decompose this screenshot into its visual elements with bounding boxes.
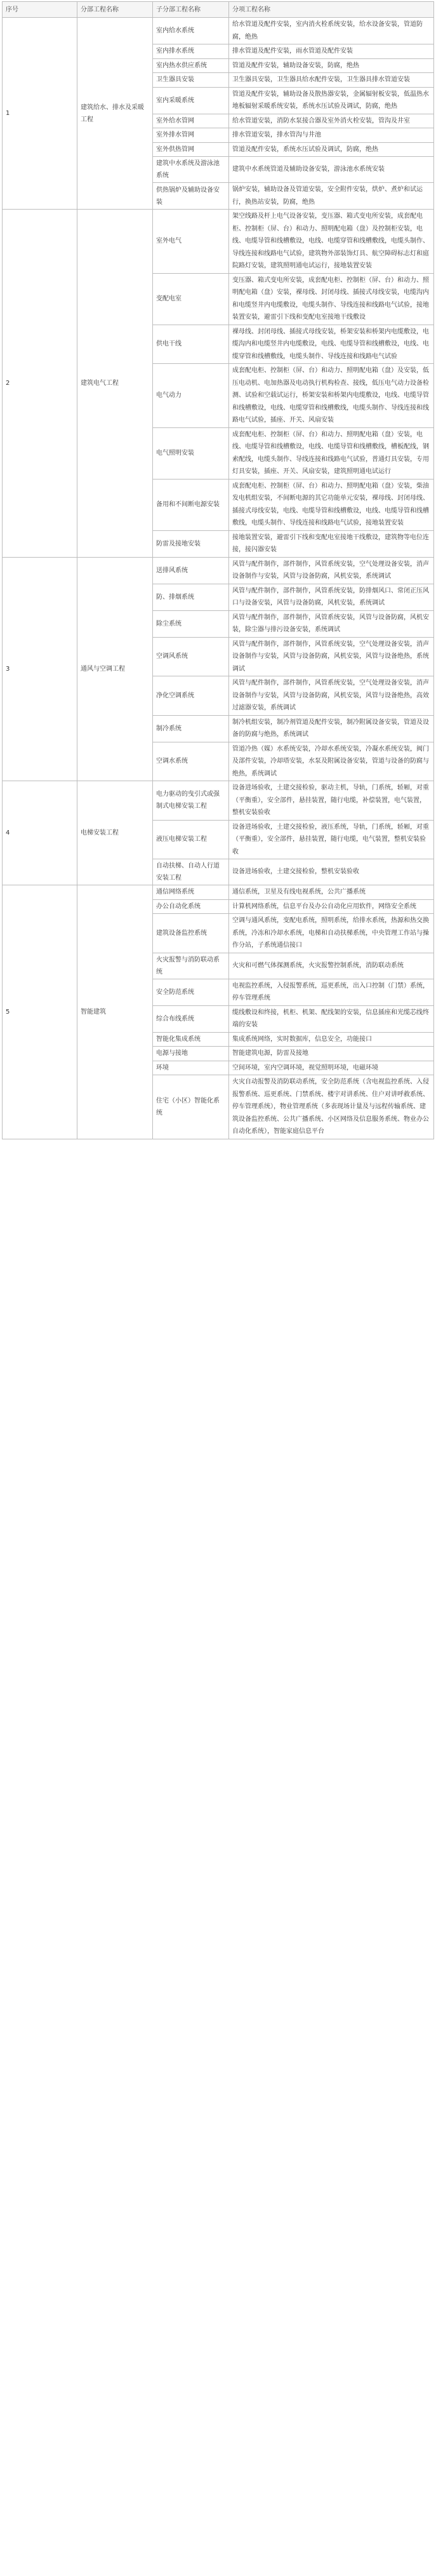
table-row xyxy=(3,18,434,44)
item-list: 成套配电柜、控制柜（屏、台）和动力、照明配电箱（盘）安装，柴油发电机组安装，不间断电源的其它功能单元安装，裸母线、封闭母线、插接式母线安装，电线、电缆导管和线槽敷设，电线、电缆导管和线槽敷线，电缆头制作、导线连接和线路电气试验，接地装置安装 xyxy=(229,479,434,530)
subdivision-name: 室内给水系统 xyxy=(153,18,229,44)
item-list: 排水管道及配件安装，雨水管道及配件安装 xyxy=(229,44,434,59)
item-list: 计算机网络系统，信息平台及办公自动化应用软件，网络安全系统 xyxy=(229,899,434,914)
subdivision-name: 自动扶梯、自动人行道安装工程 xyxy=(153,859,229,885)
subdivision-name: 液压电梯安装工程 xyxy=(153,820,229,859)
subdivision-name: 环境 xyxy=(153,1061,229,1075)
item-list: 设备进场验收，土建交接检验，整机安装验收 xyxy=(229,859,434,885)
table-row xyxy=(3,210,434,274)
subdivision-name: 办公自动化系统 xyxy=(153,899,229,914)
subdivision-name: 建筑中水系统及游泳池系统 xyxy=(153,157,229,183)
subdivision-name: 供电干线 xyxy=(153,325,229,364)
subdivision-name: 防雷及接地安装 xyxy=(153,530,229,557)
subdivision-name: 室外电气 xyxy=(153,210,229,274)
item-list: 缆线敷设和终接，机柜、机架、配线架的安装，信息插座和光缆芯线终端的安装 xyxy=(229,1005,434,1032)
item-list: 电视监控系统，入侵报警系统，巡更系统，出入口控制（门禁）系统，停车管理系统 xyxy=(229,979,434,1005)
header-items: 分项工程名称 xyxy=(229,2,434,18)
division-name: 智能建筑 xyxy=(77,885,153,1139)
subdivision-name: 电气动力 xyxy=(153,364,229,428)
header-subdivision: 子分部工程名称 xyxy=(153,2,229,18)
item-list: 风管与配件制作，部件制作，风管系统安装，空气处理设备安装，消声设备制作与安装，风管与设备防腐，风机安装，系统调试 xyxy=(229,557,434,584)
item-list: 设备进场验收，土建交接检验，驱动主机，导轨，门系统，轿厢，对重（平衡重），安全部件，悬挂装置，随行电缆，补偿装置，电气装置，整机安装验收 xyxy=(229,781,434,821)
subdivision-name: 室外排水管网 xyxy=(153,128,229,143)
item-list: 火灾自动报警及消防联动系统，安全防范系统（含电视监控系统、入侵报警系统、巡更系统、门禁系统、楼宇对讲系统、住户对讲呼救系统、停车管理系统），物业管理系统（多表现场计量及与远程传输系统、建筑设备监控系统、公共广播系统、小区网络及信息服务系统、物业办公自动化系统），智能家庭信息平台 xyxy=(229,1075,434,1139)
item-list: 风管与配件制作，部件制作，风管系统安装，防排烟风口、常闭正压风口与设备安装，风管与设备防腐，风机安装，系统调试 xyxy=(229,584,434,610)
subdivision-name: 备用和不间断电源安装 xyxy=(153,479,229,530)
item-list: 给水管道安装，消防水泵接合器及室外消火栓安装，管沟及井室 xyxy=(229,114,434,128)
section-number: 3 xyxy=(3,557,77,781)
item-list: 管道及配件安装，辅助设备安装，防腐，绝热 xyxy=(229,58,434,73)
header-row xyxy=(3,2,434,18)
subdivision-name: 通信网络系统 xyxy=(153,885,229,900)
item-list: 建筑中水系统管道及辅助设备安装，游泳池水系统安装 xyxy=(229,157,434,183)
document xyxy=(0,0,436,1139)
subdivision-name: 室内排水系统 xyxy=(153,44,229,59)
division-name: 建筑电气工程 xyxy=(77,210,153,558)
subdivision-name: 安全防范系统 xyxy=(153,979,229,1005)
item-list: 管道及配件安装，辅助设备及散热器安装，金属辐射板安装，低温热水地板辐射采暖系统安装，系统水压试验及调试，防腐，绝热 xyxy=(229,87,434,114)
subdivision-name: 供热锅炉及辅助设备安装 xyxy=(153,183,229,210)
subdivision-name: 变配电室 xyxy=(153,273,229,325)
item-list: 通信系统，卫星及有线电视系统，公共广播系统 xyxy=(229,885,434,900)
subdivision-name: 卫生器具安装 xyxy=(153,73,229,88)
subdivision-table xyxy=(2,1,434,1139)
item-list: 火灾和可燃气体探测系统，火灾报警控制系统，消防联动系统 xyxy=(229,953,434,979)
item-list: 风管与配件制作，部件制作，风管系统安装，空气处理设备安装，消声设备制作与安装，风管与设备防腐，风机安装，风管与设备绝热，高效过滤器安装，系统调试 xyxy=(229,676,434,716)
table-row xyxy=(3,557,434,584)
item-list: 集成系统网络，实时数据库，信息安全，功能接口 xyxy=(229,1032,434,1047)
header-division: 分部工程名称 xyxy=(77,2,153,18)
item-list: 空间环境，室内空调环境，视觉照明环境，电磁环境 xyxy=(229,1061,434,1075)
section-number: 4 xyxy=(3,781,77,885)
subdivision-name: 空调风系统 xyxy=(153,637,229,676)
subdivision-name: 火灾报警与消防联动系统 xyxy=(153,953,229,979)
item-list: 成套配电柜、控制柜（屏、台）和动力、照明配电箱（盘）及安装，低压电动机、电加热器及电动执行机构检查、接线，低压电气动力设备检测、试验和空载试运行，桥架安装和桥架内电缆敷设，电线、电缆导管和线槽敷设，电线、电缆穿管和线槽敷线，电缆头制作、导线连接和线路电气试验，插座、开关、风扇安装 xyxy=(229,364,434,428)
header-no: 序号 xyxy=(3,2,77,18)
subdivision-name: 除尘系统 xyxy=(153,610,229,637)
section-number: 2 xyxy=(3,210,77,558)
item-list: 成套配电柜、控制柜（屏、台）和动力、照明配电箱（盘）安装，电线、电缆导管和线槽敷设，电线、电缆导管和线槽敷线，槽板配线，钢索配线，电缆头制作、导线连接和线路电气试验，普通灯具安装，专用灯具安装，插座、开关、风扇安装，建筑照明通电试运行 xyxy=(229,427,434,479)
item-list: 设备进场验收，土建交接检验，液压系统，导轨，门系统，轿厢，对重（平衡重），安全部件，悬挂装置，随行电缆，电气装置，整机安装验收 xyxy=(229,820,434,859)
subdivision-name: 建筑设备监控系统 xyxy=(153,914,229,953)
table-row xyxy=(3,781,434,821)
subdivision-name: 送排风系统 xyxy=(153,557,229,584)
item-list: 空调与通风系统，变配电系统，照明系统，给排水系统，热源和热交换系统，冷冻和冷却水系统，电梯和自动扶梯系统，中央管理工作站与操作分站，子系统通信接口 xyxy=(229,914,434,953)
subdivision-name: 室内采暖系统 xyxy=(153,87,229,114)
subdivision-name: 制冷系统 xyxy=(153,715,229,742)
item-list: 管道及配件安装，系统水压试验及调试，防腐，绝热 xyxy=(229,142,434,157)
section-number: 5 xyxy=(3,885,77,1139)
item-list: 给水管道及配件安装，室内消火栓系统安装，给水设备安装，管道防腐，绝热 xyxy=(229,18,434,44)
table-body xyxy=(3,18,434,1139)
subdivision-name: 电气照明安装 xyxy=(153,427,229,479)
item-list: 风管与配件制作，部件制作，风管系统安装，风管与设备防腐，风机安装，除尘器与排污设备安装，系统调试 xyxy=(229,610,434,637)
item-list: 卫生器具安装，卫生器具给水配件安装，卫生器具排水管道安装 xyxy=(229,73,434,88)
item-list: 接地装置安装，避雷引下线和变配电室接地干线敷设，建筑物等电位连接，接闪器安装 xyxy=(229,530,434,557)
item-list: 制冷机组安装，制冷剂管道及配件安装，制冷附属设备安装，管道及设备的防腐与绝热，系统调试 xyxy=(229,715,434,742)
item-list: 排水管道安装，排水管沟与井池 xyxy=(229,128,434,143)
division-name: 建筑给水、排水及采暖工程 xyxy=(77,18,153,210)
subdivision-name: 防、排烟系统 xyxy=(153,584,229,610)
division-name: 通风与空调工程 xyxy=(77,557,153,781)
subdivision-name: 室外供热管网 xyxy=(153,142,229,157)
subdivision-name: 电源与接地 xyxy=(153,1047,229,1061)
subdivision-name: 空调水系统 xyxy=(153,742,229,781)
item-list: 锅炉安装，辅助设备及管道安装，安全附件安装，烘炉、煮炉和试运行，换热站安装，防腐，绝热 xyxy=(229,183,434,210)
subdivision-name: 室内热水供应系统 xyxy=(153,58,229,73)
item-list: 裸母线、封闭母线、插接式母线安装，桥架安装和桥架内电缆敷设，电缆沟内和电缆竖井内电缆敷设，电线、电缆导管和线槽敷设，电线、电缆穿管和线槽敷线，电缆头制作、导线连接和线路电气试验 xyxy=(229,325,434,364)
section-number: 1 xyxy=(3,18,77,210)
item-list: 变压器、箱式变电所安装，成套配电柜、控制柜（屏、台）和动力、照明配电箱（盘）安装，裸母线、封闭母线、插接式母线安装，电缆沟内和电缆竖井内电缆敷设，电缆头制作、导线连接和线路电气试验，接地装置安装，避雷引下线和变配电室接地干线敷设 xyxy=(229,273,434,325)
table-row xyxy=(3,885,434,900)
subdivision-name: 室外给水管网 xyxy=(153,114,229,128)
division-name: 电梯安装工程 xyxy=(77,781,153,885)
item-list: 智能建筑电源，防雷及接地 xyxy=(229,1047,434,1061)
item-list: 架空线路及杆上电气设备安装，变压器、箱式变电所安装，成套配电柜、控制柜（屏、台）和动力、照明配电箱（盘）及控制柜安装，电线、电缆导管和线槽敷设，电线、电缆穿管和线槽敷线，电缆头制作、导线连接和线路电气试验，建筑物外部装饰灯具、航空障碍标志灯和庭院路灯安装，建筑照明通电试运行，接地装置安装 xyxy=(229,210,434,274)
subdivision-name: 综合布线系统 xyxy=(153,1005,229,1032)
item-list: 风管与配件制作，部件制作，风管系统安装，空气处理设备安装，消声设备制作与安装，风管与设备防腐，风机安装，风管与设备绝热，系统调试 xyxy=(229,637,434,676)
subdivision-name: 住宅（小区）智能化系统 xyxy=(153,1075,229,1139)
item-list: 管道冷热（媒）水系统安装，冷却水系统安装，冷凝水系统安装，阀门及部件安装，冷却塔安装，水泵及附属设备安装，管道与设备的防腐与绝热，系统调试 xyxy=(229,742,434,781)
subdivision-name: 电力驱动的曳引式或强制式电梯安装工程 xyxy=(153,781,229,821)
subdivision-name: 智能化集成系统 xyxy=(153,1032,229,1047)
subdivision-name: 净化空调系统 xyxy=(153,676,229,716)
